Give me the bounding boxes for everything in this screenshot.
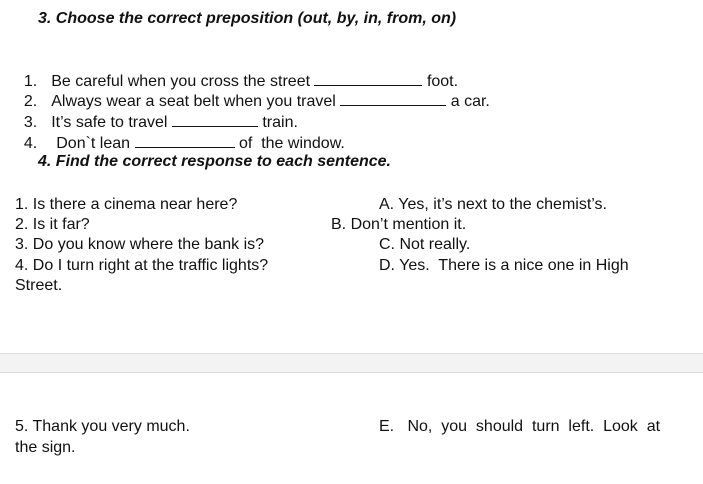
page-break-divider [0,353,703,373]
response-d: D. Yes. There is a nice one in High [379,257,629,274]
question-4: 4. Do I turn right at the traffic lights? [15,257,269,274]
item-text-before: Always wear a seat belt when you travel [51,93,336,110]
response-b: B. Don’t mention it. [331,216,467,233]
question-3: 3. Do you know where the bank is? [15,236,265,253]
item-number: 4. [23,135,38,152]
item-text-before: It’s safe to travel [51,114,168,131]
section-4-title: 4. Find the correct response to each sentence. [38,153,391,170]
section-3-title: 3. Choose the correct preposition (out, by, in, from, on) [38,10,457,27]
question-2: 2. Is it far? [15,216,90,233]
item-text-before: Be careful when you cross the street [51,73,311,90]
question-4-continuation: Street. [15,277,63,294]
item-text-after: foot. [426,73,459,90]
response-c: C. Not really. [379,236,471,253]
item-text-after: a car. [450,93,490,110]
exercise-3-item-4 [15,113,345,154]
item-text-after: of the window. [238,135,345,152]
item-text-after: train. [262,114,298,131]
item-text-before: Don`t lean [56,135,131,152]
question-1: 1. Is there a cinema near here? [15,196,238,213]
response-a: A. Yes, it’s next to the chemist’s. [379,196,607,213]
question-5-continuation: the sign. [15,439,76,456]
response-e: E. No, you should turn left. Look at [379,418,661,435]
item-number: 3. [23,114,38,131]
item-number: 1. [23,73,38,90]
question-5: 5. Thank you very much. [15,418,190,435]
answer-blank[interactable] [340,91,446,106]
answer-blank[interactable] [135,133,235,148]
item-number: 2. [23,93,38,110]
